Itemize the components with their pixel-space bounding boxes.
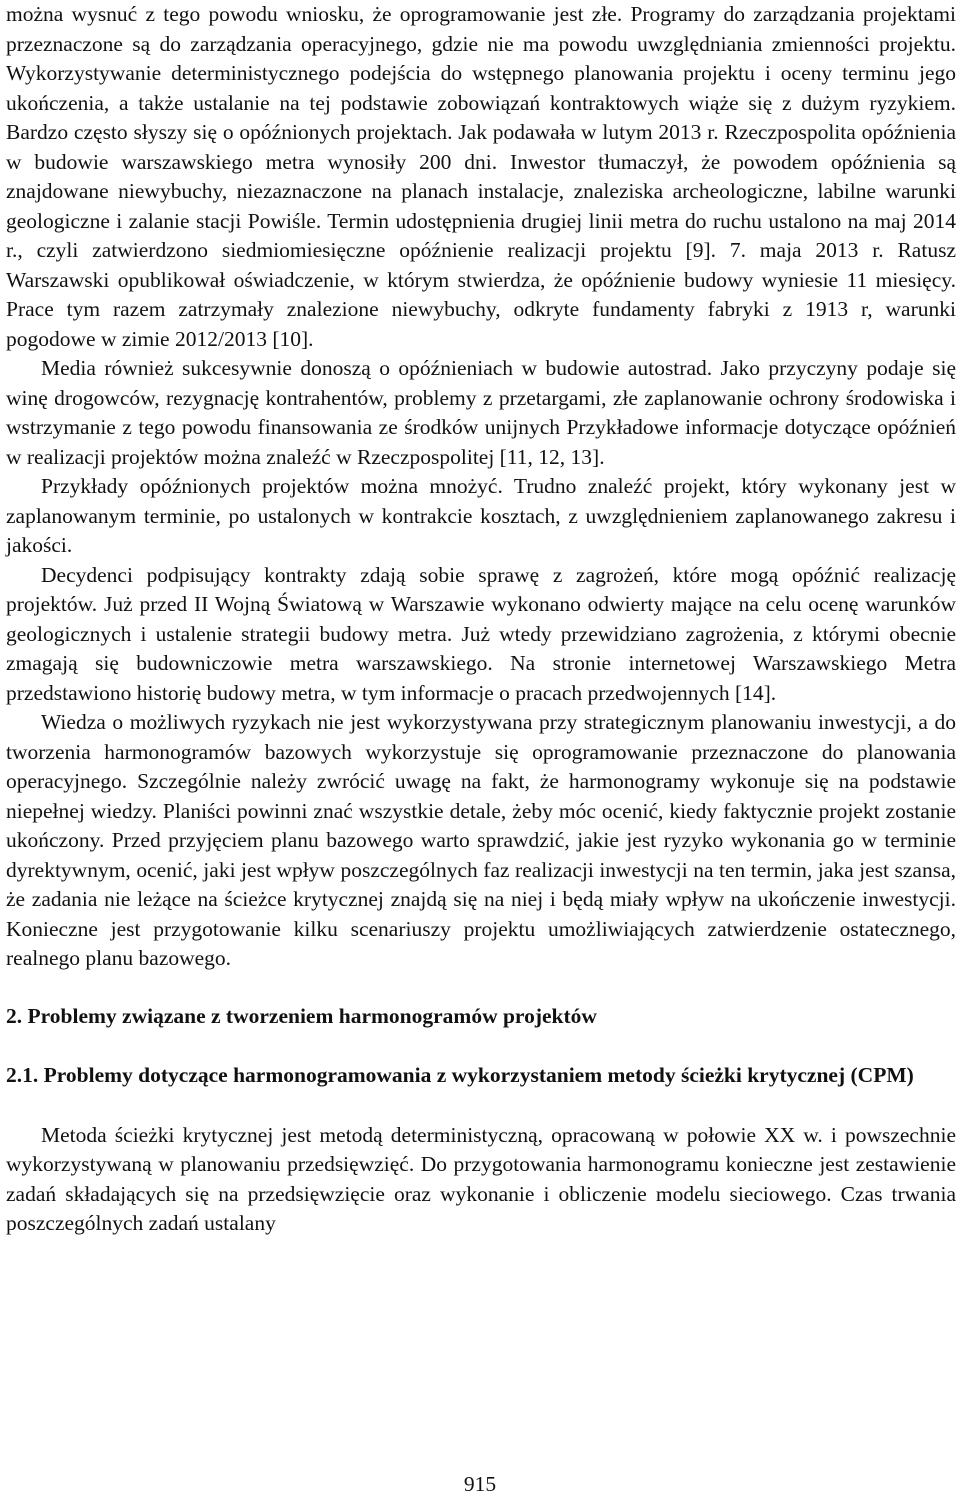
paragraph-motorways: Media również sukcesywnie donoszą o opóźnieniach w budowie autostrad. Jako przyczyny podaje się winę drogowców, rezygnację kontrahentów, problemy z przetargami, złe zaplanowanie ochrony środowiska i wstrzymanie z tego powodu finansowania ze środków unijnych Przykładowe informacje dotyczące opóźnień w realizacji projektów można znaleźć w Rzeczpospolitej [11, 12, 13].	[6, 356, 956, 469]
paragraph-risk-knowledge: Wiedza o możliwych ryzykach nie jest wykorzystywana przy strategicznym planowaniu inwestycji, a do tworzenia harmonogramów bazowych wykorzystuje się oprogramowanie przeznaczone do planowania operacyjnego. Szczególnie należy zwrócić uwagę na fakt, że harmonogramy wykonuje się na podstawie niepełnej wiedzy. Planiści powinni znać wszystkie detale, żeby móc ocenić, kiedy faktycznie projekt zostanie ukończony. Przed przyjęciem planu bazowego warto sprawdzić, jakie jest ryzyko wykonania go w terminie dyrektywnym, ocenić, jaki jest wpływ poszczególnych faz realizacji inwestycji na ten termin, jaka jest szansa, że zadania nie leżące na ścieżce krytycznej znajdą się na niej i będą miały wpływ na ukończenie inwestycji. Konieczne jest przygotowanie kilku scenariuszy projektu umożliwiających zatwierdzenie ostatecznego, realnego planu bazowego.	[6, 710, 956, 970]
paragraph-continued: można wysnuć z tego powodu wniosku, że oprogramowanie jest złe. Programy do zarządzania projektami przeznaczone są do zarządzania operacyjnego, gdzie nie ma powodu uwzględniania zmienności projektu. Wykorzystywanie deterministycznego podejścia do wstępnego planowania projektu i oceny terminu jego ukończenia, a także ustalanie na tej podstawie zobowiązań kontraktowych wiąże się z dużym ryzykiem. Bardzo często słyszy się o opóźnionych projektach. Jak podawała w lutym 2013 r. Rzeczpospolita opóźnienia w budowie warszawskiego metra wynosiły 200 dni. Inwestor tłumaczył, że powodem opóźnienia są znajdowane niewybuchy, niezaznaczone na planach instalacje, znaleziska archeologiczne, labilne warunki geologiczne i zalanie stacji Powiśle. Termin udostępnienia drugiej linii metra do ruchu ustalono na maj 2014 r., czyli zatwierdzono siedmiomiesięczne opóźnienie realizacji projektu [9]. 7. maja 2013 r. Ratusz Warszawski opublikował oświadczenie, w którym stwierdza, że opóźnienie budowy wyniesie 11 miesięcy. Prace tym razem zatrzymały znalezione niewybuchy, odkryte fundamenty fabryki z 1913 r, warunki pogodowe w zimie 2012/2013 [10].	[6, 2, 956, 351]
section-heading: 2. Problemy związane z tworzeniem harmonogramów projektów	[6, 1003, 597, 1028]
paragraph-decision-makers: Decydenci podpisujący kontrakty zdają sobie sprawę z zagrożeń, które mogą opóźnić realizację projektów. Już przed II Wojną Światową w Warszawie wykonano odwierty mające na celu ocenę warunków geologicznych i ustalenie strategii budowy metra. Już wtedy przewidziano zagrożenia, z którymi obecnie zmagają się budowniczowie metra warszawskiego. Na stronie internetowej Warszawskiego Metra przedstawiono historię budowy metra, w tym informacje o pracach przedwojennych [14].	[6, 562, 956, 705]
paragraph-cpm: Metoda ścieżki krytycznej jest metodą deterministyczną, opracowaną w połowie XX w. i powszechnie wykorzystywaną w planowaniu przedsięwzięć. Do przygotowania harmonogramu konieczne jest zestawienie zadań składających się na przedsięwzięcie oraz wykonanie i obliczenie modelu sieciowego. Czas trwania poszczególnych zadań ustalany	[6, 1122, 956, 1235]
page-number: 915	[463, 1472, 497, 1496]
document-page	[6, 0, 956, 1239]
subsection-heading: 2.1. Problemy dotyczące harmonogramowania z wykorzystaniem metody ścieżki krytycznej (CPM)	[6, 1063, 914, 1087]
paragraph-examples: Przykłady opóźnionych projektów można mnożyć. Trudno znaleźć projekt, który wykonany jest w zaplanowanym terminie, po ustalonych w kontrakcie kosztach, z uwzględnieniem zaplanowanego zakresu i jakości.	[6, 474, 956, 557]
